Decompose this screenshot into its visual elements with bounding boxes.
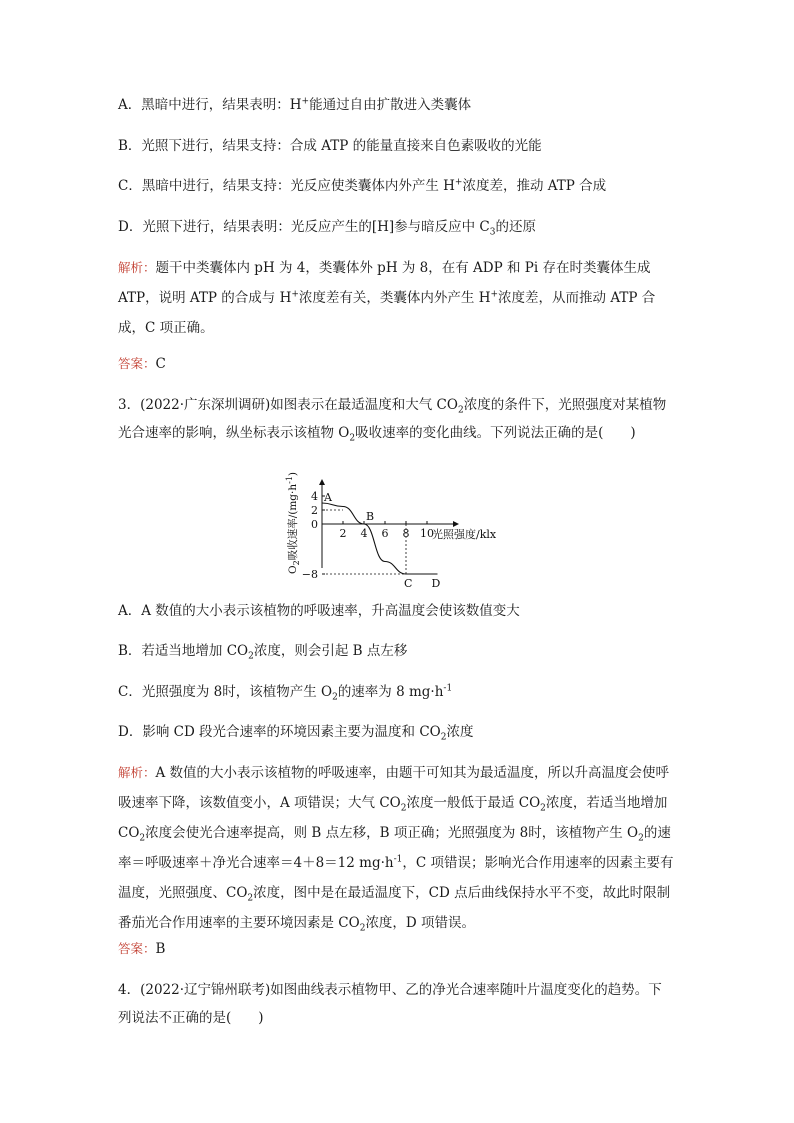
q2-option-a: A．黑暗中进行，结果表明：H+能通过自由扩散进入类囊体 bbox=[118, 96, 472, 113]
answer-label: 答案： bbox=[118, 941, 156, 956]
q4-stem-line2: 列说法不正确的是( ) bbox=[118, 1010, 264, 1026]
q2-option-d: D．光照下进行，结果表明：光反应产生的[H]参与暗反应中 $C_3$的还原 bbox=[118, 219, 536, 238]
q2-answer: 答案：C bbox=[118, 356, 166, 372]
q2-option-c: C．黑暗中进行，结果支持：光反应使类囊体内外产生 H+浓度差，推动 ATP 合成 bbox=[118, 177, 607, 194]
point-label-a: A bbox=[324, 491, 332, 504]
x-tick-label: 2 bbox=[339, 527, 347, 540]
q3-option-b: B．若适当地增加 $CO_2$浓度，则会引起 B 点左移 bbox=[118, 643, 408, 662]
x-tick-label: 4 bbox=[360, 527, 368, 540]
x-axis-label: 光照强度/klx bbox=[432, 528, 497, 541]
light-intensity-graph bbox=[280, 462, 510, 590]
analysis-label: 解析： bbox=[118, 260, 156, 275]
point-label-d: D bbox=[431, 577, 441, 590]
q3-answer: 答案：B bbox=[118, 941, 166, 957]
analysis-label: 解析： bbox=[118, 765, 156, 780]
q2-analysis: 解析：题干中类囊体内 pH 为 4，类囊体外 pH 为 8，在有 ADP 和 Pi 存在时类囊体生成 ATP，说明 ATP 的合成与 H+浓度差有关，类囊体内外产生 H+浓度差，从而推动 ATP 合成，C 项正确。 bbox=[118, 260, 656, 336]
x-tick-label: 8 bbox=[402, 527, 410, 540]
y-tick-label: 0 bbox=[311, 518, 318, 531]
y-tick-label: −8 bbox=[301, 568, 318, 581]
y-axis-label: $O_2$吸收速率$/(mg\cdot h^{-1})$ bbox=[285, 471, 301, 574]
q3-option-a: A．A 数值的大小表示该植物的呼吸速率，升高温度会使该数值变大 bbox=[118, 603, 520, 619]
q4-stem-line1: 4．(2022·辽宁锦州联考)如图曲线表示植物甲、乙的净光合速率随叶片温度变化的趋势。下 bbox=[118, 982, 662, 998]
q2-option-b: B．光照下进行，结果支持：合成 ATP 的能量直接来自色素吸收的光能 bbox=[118, 138, 542, 154]
q3-stem-line1: 3．(2022·广东深圳调研)如图表示在最适温度和大气 $CO_2$浓度的条件下，光照强度对某植物 bbox=[118, 397, 667, 416]
q3-option-c: C．光照强度为 8时，该植物产生 $O_2$的速率为 8 $mg\cdot h^{-1}$ bbox=[118, 683, 453, 703]
q3-stem-line2: 光合速率的影响，纵坐标表示该植物 $O_2$吸收速率的变化曲线。下列说法正确的是( ) bbox=[118, 425, 636, 444]
answer-label: 答案： bbox=[118, 356, 156, 371]
x-tick-label: 6 bbox=[381, 527, 389, 540]
x-tick-label: 10 bbox=[420, 527, 434, 540]
y-tick-label: 2 bbox=[311, 504, 318, 517]
q3-analysis: 解析：A 数值的大小表示该植物的呼吸速率，由题干可知其为最适温度，所以升高温度会使呼吸速率下降，该数值变小，A 项错误；大气 $CO_2$浓度一般低于最适 $CO_2$浓度，若适当地增加 $CO_2$浓度会使光合速率提高，则 B 点左移，B 项正确；光照强度为 8时，该植物产生 $O_2$的速率＝呼吸速率＋净光合速率＝4＋8＝12 $mg\cdot h^{-1}$，C 项错误；影响光合作用速率的因素主要有温度，光照强度、$CO_2$浓度，图中是在最适温度下，CD 点后曲线保持水平不变，故此时限制番茄光合作用速率的主要环境因素是 $CO_2$浓度，D 项错误。 bbox=[118, 765, 674, 934]
point-label-b: B bbox=[366, 510, 375, 523]
y-tick-label: 4 bbox=[311, 490, 318, 503]
point-label-c: C bbox=[404, 577, 413, 590]
q3-option-d: D．影响 CD 段光合速率的环境因素主要为温度和 $CO_2$浓度 bbox=[118, 724, 474, 743]
